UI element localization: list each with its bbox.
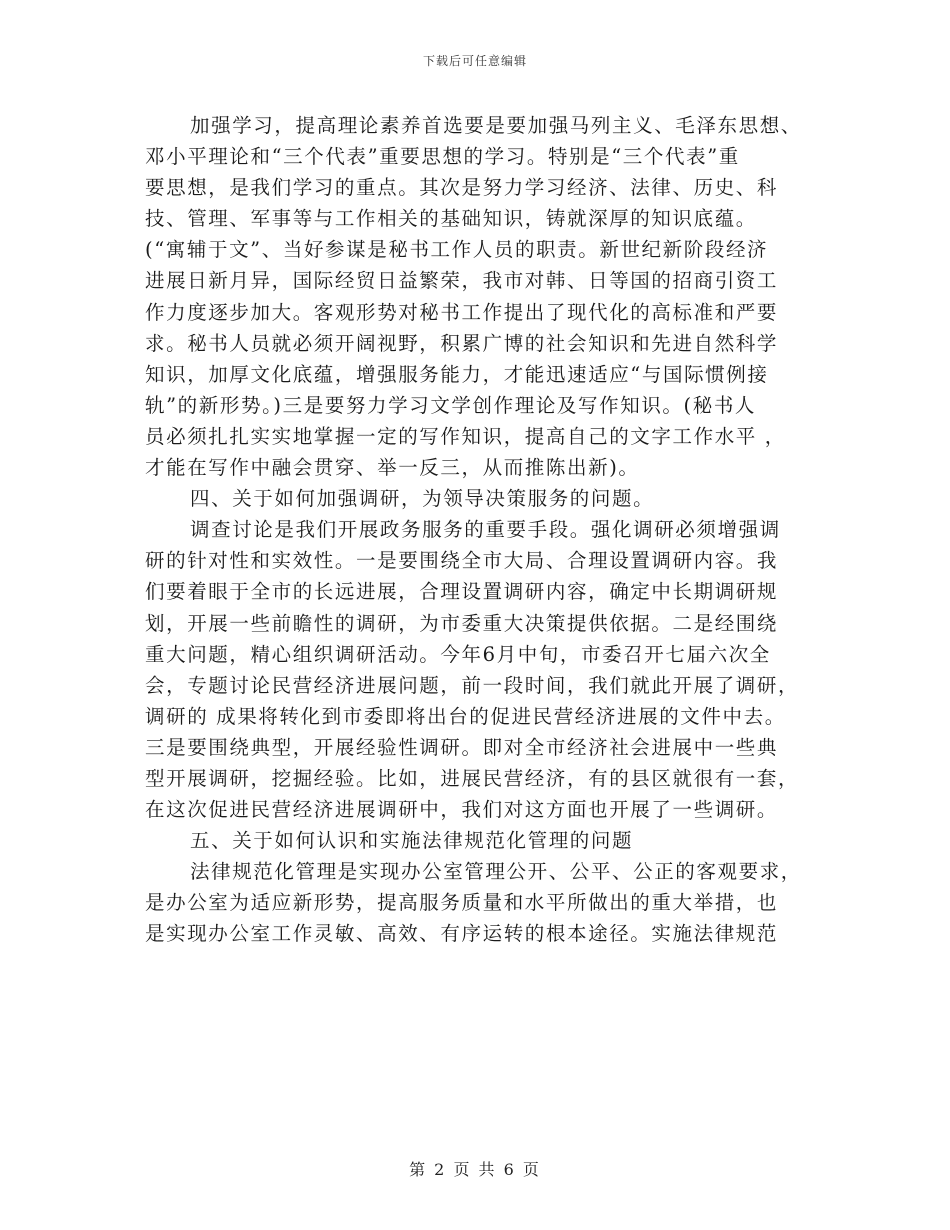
body-line: 调查讨论是我们开展政务服务的重要手段。强化调研必须增强调	[190, 518, 781, 542]
body-line: 划，开展一些前瞻性的调研，为市委重大决策提供依据。二是经围绕	[145, 611, 779, 635]
body-line: 邓小平理论和“三个代表”重要思想的学习。特别是“三个代表”重	[145, 145, 740, 169]
body-line: 会，专题讨论民营经济进展问题，前一段时间，我们就此开展了调研，	[145, 673, 800, 697]
body-line: 们要着眼于全市的长远进展，合理设置调研内容，确定中长期调研规	[145, 580, 779, 604]
body-line: 加强学习，提高理论素养首选要是要加强马列主义、毛泽东思想、	[190, 114, 802, 137]
page-footer: 第 2 页 共 6 页	[409, 1160, 541, 1179]
body-line: 五、关于如何认识和实施法律规范化管理的问题	[190, 829, 634, 853]
body-line: 进展日新月异，国际经贸日益繁荣，我市对韩、日等国的招商引资工	[145, 269, 779, 293]
body-line: 轨”的新形势。)三是要努力学习文学创作理论及写作知识。(秘书人	[145, 393, 757, 417]
body-line: (“寓辅于文”、当好参谋是秘书工作人员的职责。新世纪新阶段经济	[145, 238, 769, 262]
body-line: 研的针对性和实效性。一是要围绕全市大局、合理设置调研内容。我	[145, 549, 779, 573]
body-line: 要思想，是我们学习的重点。其次是努力学习经济、法律、历史、科	[145, 176, 779, 200]
body-line: 员必须扎扎实实地掌握一定的写作知识，提高自己的文字工作水平 ，	[145, 424, 786, 448]
body-line: 是实现办公室工作灵敏、高效、有序运转的根本途径。实施法律规范	[145, 922, 779, 946]
body-line: 三是要围绕典型，开展经验性调研。即对全市经济社会进展中一些典	[145, 735, 779, 759]
body-line: 技、管理、军事等与工作相关的基础知识，铸就深厚的知识底蕴。	[145, 207, 757, 231]
body-line: 求。秘书人员就必须开阔视野，积累广博的社会知识和先进自然科学	[145, 331, 779, 355]
body-line: 重大问题，精心组织调研活动。今年6月中旬，市委召开七届六次全	[145, 642, 771, 666]
body-line: 作力度逐步加大。客观形势对秘书工作提出了现代化的高标准和严要	[145, 300, 779, 324]
page-header: 下载后可任意编辑	[422, 54, 527, 68]
body-line: 型开展调研，挖掘经验。比如，进展民营经济，有的县区就很有一套，	[145, 766, 800, 790]
document-body	[145, 110, 805, 950]
body-line: 才能在写作中融会贯穿、举一反三，从而推陈出新)。	[145, 456, 640, 480]
body-line: 调研的 成果将转化到市委即将出台的促进民营经济进展的文件中去。	[145, 704, 786, 728]
body-line: 在这次促进民营经济进展调研中，我们对这方面也开展了一些调研。	[145, 798, 779, 822]
body-line: 法律规范化管理是实现办公室管理公开、公平、公正的客观要求，	[190, 860, 802, 884]
body-line: 四、关于如何加强调研，为领导决策服务的问题。	[190, 487, 655, 511]
body-line: 知识，加厚文化底蕴，增强服务能力，才能迅速适应“与国际惯例接	[145, 362, 769, 386]
body-line: 是办公室为适应新形势，提高服务质量和水平所做出的重大举措，也	[145, 891, 779, 915]
